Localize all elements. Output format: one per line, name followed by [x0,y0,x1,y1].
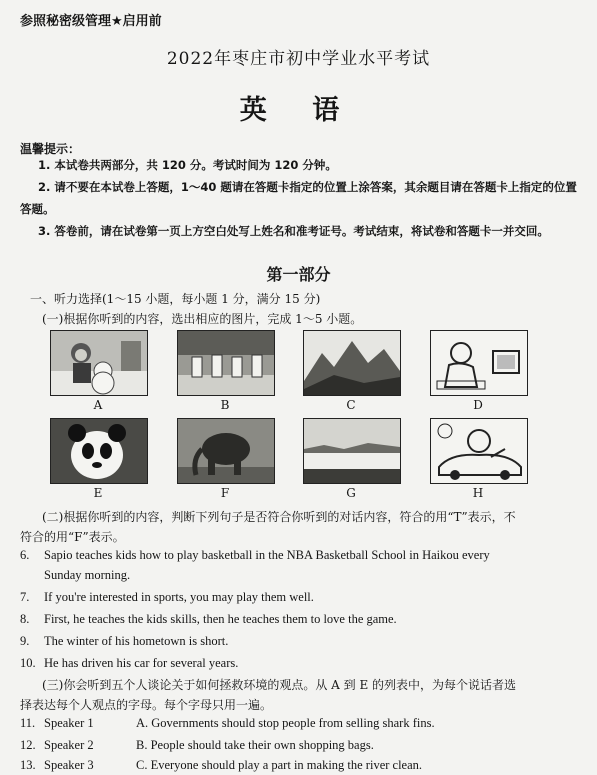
picture-b-label: B [220,398,230,412]
notes-title: 温馨提示： [20,142,81,156]
speaker-row-13: 13. Speaker 3 C. Everyone should play a part in making the river clean. [20,758,423,772]
part-one-title: 第一部分 [266,265,331,284]
picture-e-panda-icon [50,418,148,484]
picture-c-mountain-icon [303,330,401,396]
statement-6-cont: Sunday morning. [44,568,131,582]
picture-d-cartoon-tv-icon [430,330,528,396]
picture-a-label: A [93,398,103,412]
subsection-three-instruction: (三)你会听到五个人谈论关于如何拯救环境的观点。从 A 到 E 的列表中，为每个说话者选 [42,678,517,692]
statement-8: 8. First, he teaches the kids skills, then he teaches them to love the game. [20,612,397,626]
picture-e-label: E [93,486,103,500]
exam-title: 2022年枣庄市初中学业水平考试 [166,49,431,69]
subsection-two-instruction-cont: 符合的用“F”表示。 [20,530,125,544]
speaker-row-11: 11. Speaker 1 A. Governments should stop people from selling shark fins. [20,716,435,730]
note-2: 2. 请不要在本试卷上答题，1～40 题请在答题卡指定的位置上涂答案，其余题目请在答题卡上指定的位置答题。 [20,180,577,216]
subsection-one-instruction: (一)根据你听到的内容，选出相应的图片，完成 1～5 小题。 [42,312,363,326]
statement-9: 9. The winter of his hometown is short. [20,634,229,648]
note-1: 1. 本试卷共两部分，共 120 分。考试时间为 120 分钟。 [38,158,337,172]
picture-g-label: G [346,486,356,500]
secret-mark: 参照秘密级管理★启用前 [20,14,162,29]
picture-c-label: C [346,398,356,412]
statement-7: 7. If you're interested in sports, you may play them well. [20,590,314,604]
subject-title: 英 语 [239,95,358,126]
picture-d-label: D [473,398,483,412]
picture-b-dancers-icon [177,330,275,396]
note-3: 3. 答卷前，请在试卷第一页上方空白处写上姓名和准考证号。考试结束，将试卷和答题卡一并交回。 [38,224,549,238]
picture-a-girl-snowman-icon [50,330,148,396]
picture-h-label: H [472,486,484,500]
speaker-row-12: 12. Speaker 2 B. People should take their own shopping bags. [20,738,374,752]
picture-g-lake-icon [303,418,401,484]
picture-f-label: F [220,486,230,500]
section-one-heading: 一、听力选择(1～15 小题，每小题 1 分，满分 15 分) [30,292,321,306]
subsection-two-instruction: (二)根据你听到的内容，判断下列句子是否符合你听到的对话内容，符合的用“T”表示，不 [42,510,516,524]
picture-f-elephant-icon [177,418,275,484]
picture-h-cartoon-car-icon [430,418,528,484]
statement-6: 6. Sapio teaches kids how to play basketball in the NBA Basketball School in Haikou every [20,548,490,562]
statement-10: 10. He has driven his car for several years. [20,656,239,670]
subsection-three-instruction-cont: 择表达每个人观点的字母。每个字母只用一遍。 [20,698,273,712]
